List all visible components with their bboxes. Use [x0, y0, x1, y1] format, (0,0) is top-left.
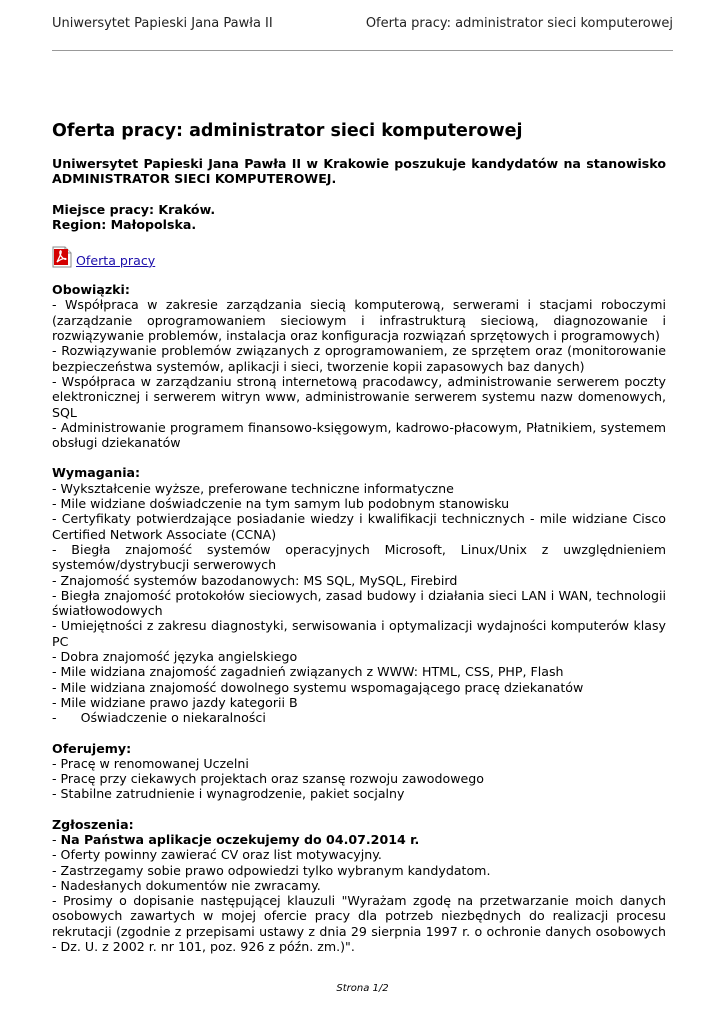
header-left: Uniwersytet Papieski Jana Pawła II [52, 16, 273, 31]
applications-title: Zgłoszenia: [52, 816, 134, 832]
offer-title: Oferujemy: [52, 740, 132, 756]
list-item: - Pracę w renomowanej Uczelni [52, 755, 249, 771]
list-item: - Mile widziane doświadczenie na tym samym lub podobnym stanowisku [52, 496, 510, 512]
list-item: - Biegła znajomość systemów operacyjnych Microsoft, Linux/Unix z uwzględnieniem systemów/dystrybucji serwerowych [52, 541, 666, 573]
list-item: - Znajomość systemów bazodanowych: MS SQL, MySQL, Firebird [52, 572, 458, 588]
list-item: - Wykształcenie wyższe, preferowane techniczne informatyczne [52, 480, 454, 496]
deadline-prefix: - [52, 831, 61, 847]
list-item: - Oferty powinny zawierać CV oraz list motywacyjny. [52, 847, 382, 863]
header-right: Oferta pracy: administrator sieci komputerowej [365, 16, 673, 31]
requirements-title: Wymagania: [52, 465, 141, 481]
list-item: - Mile widziana znajomość zagadnień związanych z WWW: HTML, CSS, PHP, Flash [52, 664, 564, 680]
attachment-link[interactable] [52, 244, 666, 268]
list-item: - Mile widziana znajomość dowolnego systemu wspomagającego pracę dziekanatów [52, 679, 584, 695]
location-block [52, 202, 666, 233]
page-title: Oferta pracy: administrator sieci komputerowej [52, 121, 523, 141]
applications-section [52, 817, 666, 955]
list-item: - Rozwiązywanie problemów związanych z oprogramowaniem, ze sprzętem oraz (monitorowanie bezpieczeństwa systemów, aplikacji i sieci, tworzenie kopii zapasowych baz danych) [52, 343, 666, 374]
work-place: Miejsce pracy: Kraków. [52, 201, 216, 217]
list-item: - Oświadczenie o niekaralności [52, 710, 266, 726]
deadline-item [52, 832, 666, 847]
list-item: - Prosimy o dopisanie następującej klauzuli "Wyrażam zgodę na przetwarzanie moich danych osobowych zawartych w mojej ofercie pracy dla potrzeb niezbędnych do realizacji procesu rekrutacji (zgodnie z przepisami ustawy z dnia 29 sierpnia 1997 r. o ochronie danych osobowych - Dz. U. z 2002 r. nr 101, poz. 926 z późn. zm.)". [52, 893, 666, 955]
page-number: Strona 1/2 [336, 983, 389, 994]
list-item: - Nadesłanych dokumentów nie zwracamy. [52, 877, 321, 893]
document-body [52, 120, 666, 969]
attachment-label[interactable]: Oferta pracy [76, 252, 156, 268]
list-item: - Pracę przy ciekawych projektach oraz szansę rozwoju zawodowego [52, 771, 484, 787]
list-item: - Współpraca w zarządzaniu stroną internetową pracodawcy, administrowanie serwerem poczty elektronicznej i serwerem witryn www, administrowanie serwerem systemu nazw domenowych, SQL [52, 373, 666, 420]
list-item: - Zastrzegamy sobie prawo odpowiedzi tylko wybranym kandydatom. [52, 862, 491, 878]
list-item: - Biegła znajomość protokołów sieciowych, zasad budowy i działania sieci LAN i WAN, technologii światłowodowych [52, 587, 666, 619]
list-item: - Administrowanie programem finansowo-księgowym, kadrowo-płacowym, Płatnikiem, systemem obsługi dziekanatów [52, 419, 666, 451]
requirements-section [52, 465, 666, 725]
offer-section [52, 741, 666, 802]
deadline-text: Na Państwa aplikacje oczekujemy do 04.07.2014 r. [60, 831, 420, 847]
duties-title: Obowiązki: [52, 282, 130, 298]
list-item: - Mile widziane prawo jazdy kategorii B [52, 694, 298, 710]
page-header [52, 16, 673, 36]
list-item: - Stabilne zatrudnienie i wynagrodzenie, pakiet socjalny [52, 786, 405, 802]
list-item: - Współpraca w zakresie zarządzania siecią komputerową, serwerami i stacjami roboczymi (zarządzanie oprogramowaniem sieciowym i infrastrukturą sieciową, diagnozowanie i rozwiązywanie problemów, instalacja oraz konfiguracja rozwiązań sprzętowych i programowych) [52, 297, 666, 344]
header-divider [52, 50, 673, 51]
intro-text: Uniwersytet Papieski Jana Pawła II w Krakowie poszukuje kandydatów na stanowisko ADMINISTRATOR SIECI KOMPUTEROWEJ. [52, 156, 666, 187]
region: Region: Małopolska. [52, 216, 197, 232]
pdf-icon[interactable] [52, 246, 72, 268]
list-item: - Dobra znajomość języka angielskiego [52, 649, 298, 665]
list-item: - Certyfikaty potwierdzające posiadanie wiedzy i kwalifikacji technicznych - mile widziane Cisco Certified Network Associate (CCNA) [52, 511, 666, 542]
duties-section [52, 282, 666, 450]
list-item: - Umiejętności z zakresu diagnostyki, serwisowania i optymalizacji wydajności komputerów klasy PC [52, 618, 666, 649]
